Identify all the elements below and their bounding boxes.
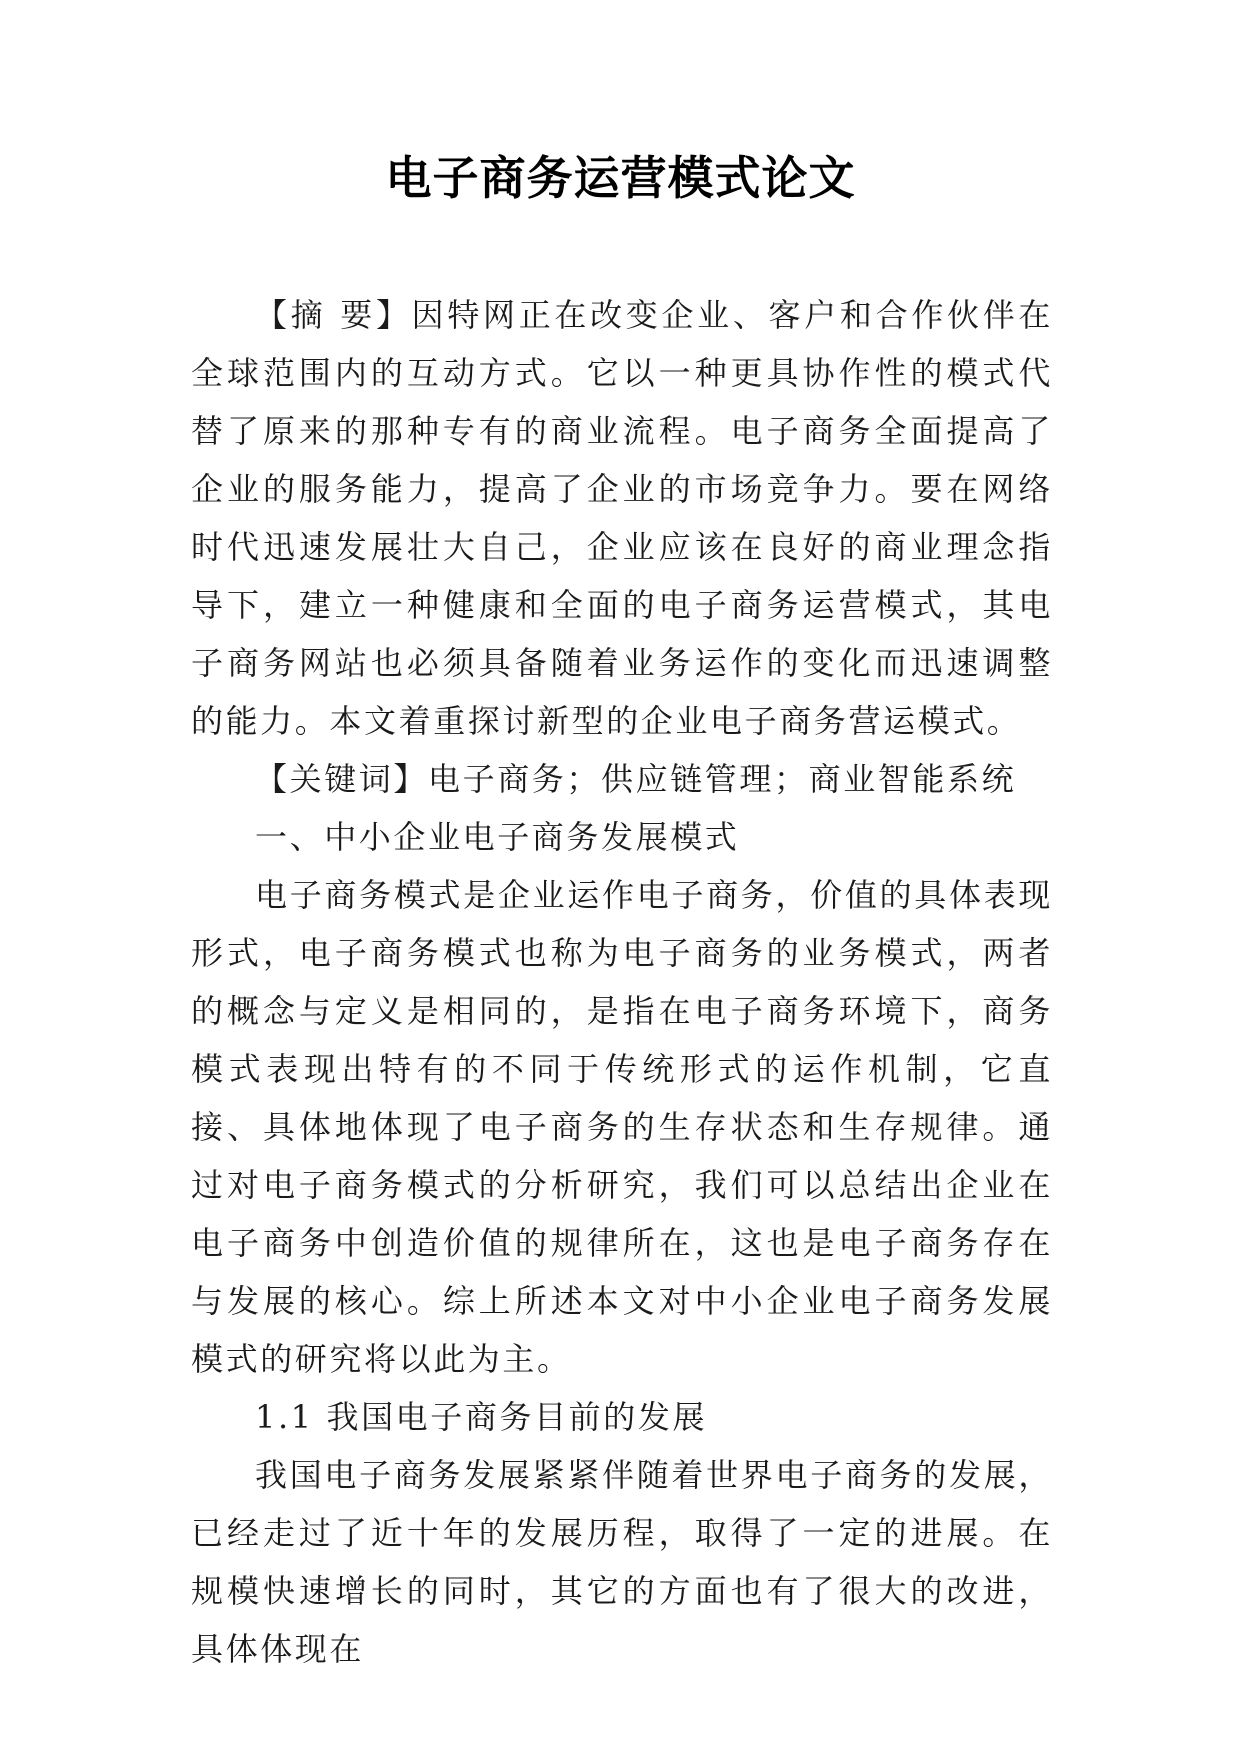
keywords-paragraph: 【关键词】电子商务；供应链管理；商业智能系统	[255, 760, 1017, 798]
abstract-paragraph: 【摘 要】因特网正在改变企业、客户和合作伙伴在全球范围内的互动方式。它以一种更具协作性的模式代替了原来的那种专有的商业流程。电子商务全面提高了企业的服务能力，提高了企业的市场竞争力。要在网络时代迅速发展壮大自己，企业应该在良好的商业理念指导下，建立一种健康和全面的电子商务运营模式，其电子商务网站也必须具备随着业务运作的变化而迅速调整的能力。本文着重探讨新型的企业电子商务营运模式。	[191, 296, 1053, 740]
body-paragraph: 电子商务模式是企业运作电子商务，价值的具体表现形式，电子商务模式也称为电子商务的业务模式，两者的概念与定义是相同的，是指在电子商务环境下，商务模式表现出特有的不同于传统形式的运作机制，它直接、具体地体现了电子商务的生存状态和生存规律。通过对电子商务模式的分析研究，我们可以总结出企业在电子商务中创造价值的规律所在，这也是电子商务存在与发展的核心。综上所述本文对中小企业电子商务发展模式的研究将以此为主。	[191, 876, 1053, 1378]
document-title: 电子商务运营模式论文	[385, 151, 856, 205]
document-body	[191, 286, 1053, 1678]
section-heading: 一、中小企业电子商务发展模式	[255, 818, 740, 856]
body-paragraph: 我国电子商务发展紧紧伴随着世界电子商务的发展，已经走过了近十年的发展历程，取得了一定的进展。在规模快速增长的同时，其它的方面也有了很大的改进，具体体现在	[191, 1456, 1053, 1668]
subsection-heading: 1.1 我国电子商务目前的发展	[255, 1398, 708, 1436]
